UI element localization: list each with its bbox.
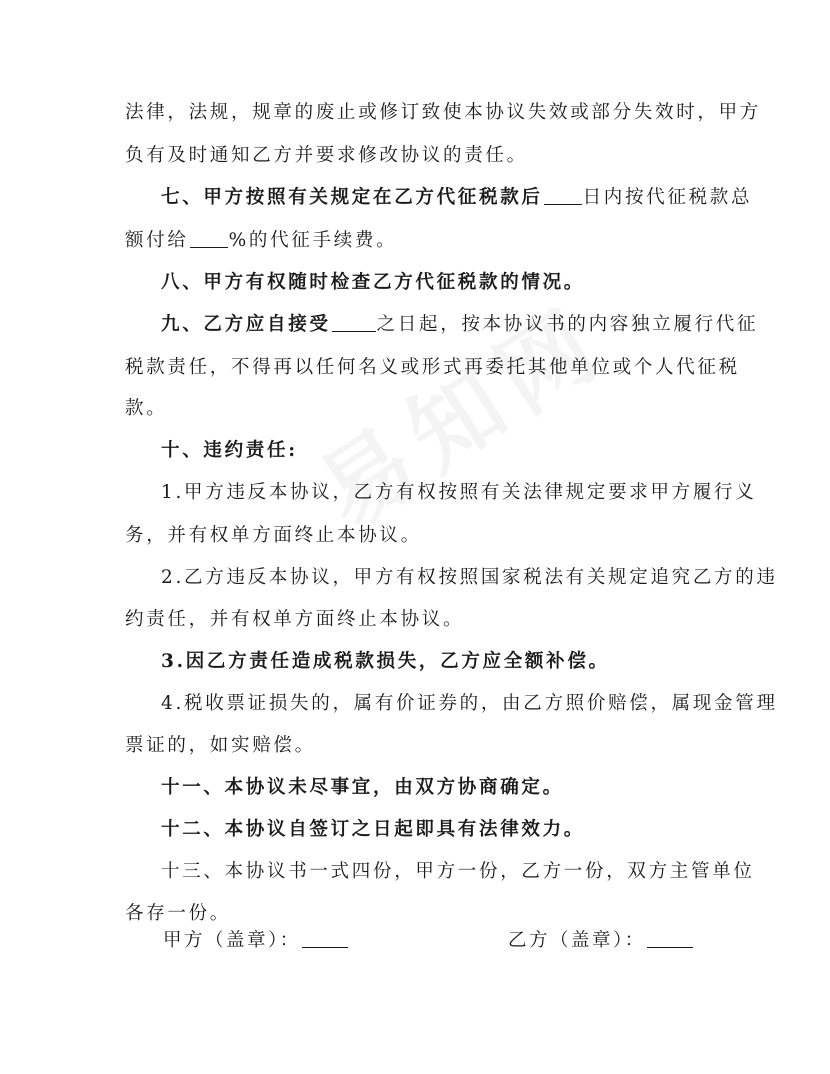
clause-7-text-c: 额付给 (125, 230, 189, 251)
clause-10-heading: 十、违约责任: (161, 440, 298, 461)
party-b-label: 乙方（盖章）： (508, 930, 646, 951)
clause-7-text-d: %的代征手续费。 (228, 230, 398, 251)
party-b-signature (508, 929, 694, 953)
clause-10-2-line-1: 2.乙方违反本协议，甲方有权按照国家税法有关规定追究乙方的违 (161, 567, 778, 588)
clause-9-text-a: 九、乙方应自接受 (161, 314, 331, 335)
percent-blank[interactable] (190, 229, 228, 248)
clause-8: 八、甲方有权随时检查乙方代征税款的情况。 (161, 272, 586, 293)
days-blank[interactable] (544, 186, 582, 205)
clause-10-1-line-2: 务，并有权单方面终止本协议。 (125, 525, 422, 546)
party-b-seal-blank[interactable] (647, 929, 693, 948)
party-a-signature (163, 929, 349, 953)
paragraph-line: 负有及时通知乙方并要求修改协议的责任。 (125, 145, 528, 166)
clause-7-line-1 (161, 186, 752, 210)
clause-7-text-b: 日内按代征税款总 (582, 187, 753, 208)
watermark (290, 269, 629, 553)
clause-9-line-2: 税款责任，不得再以任何名义或形式再委托其他单位或个人代征税 (125, 357, 740, 378)
clause-9-line-1 (161, 313, 758, 337)
clause-10-2-line-2: 约责任，并有权单方面终止本协议。 (125, 609, 465, 630)
clause-10-4-line-1: 4.税收票证损失的，属有价证券的，由乙方照价赔偿，属现金管理 (161, 693, 778, 714)
party-a-label: 甲方（盖章）： (163, 930, 301, 951)
clause-9-text-b: 之日起，按本协议书的内容独立履行代征 (376, 314, 759, 335)
party-a-seal-blank[interactable] (302, 929, 348, 948)
clause-13-line-1: 十三、本协议书一式四份，甲方一份，乙方一份，双方主管单位 (161, 861, 755, 882)
clause-7-line-2 (125, 229, 397, 253)
accept-date-blank[interactable] (332, 313, 376, 332)
clause-10-4-line-2: 票证的，如实赔偿。 (125, 735, 316, 756)
clause-11: 十一、本协议未尽事宜，由双方协商确定。 (161, 777, 564, 798)
clause-13-line-2: 各存一份。 (125, 903, 232, 924)
clause-7-text-a: 七、甲方按照有关规定在乙方代征税款后 (161, 187, 543, 208)
paragraph-line: 法律，法规，规章的废止或修订致使本协议失效或部分失效时，甲方 (125, 102, 762, 123)
clause-10-3: 3.因乙方责任造成税款损失，乙方应全额补偿。 (161, 651, 610, 672)
clause-10-1-line-1: 1.甲方违反本协议，乙方有权按照有关法律规定要求甲方履行义 (161, 482, 757, 503)
clause-9-line-3: 款。 (125, 398, 168, 419)
clause-12: 十二、本协议自签订之日起即具有法律效力。 (161, 819, 586, 840)
